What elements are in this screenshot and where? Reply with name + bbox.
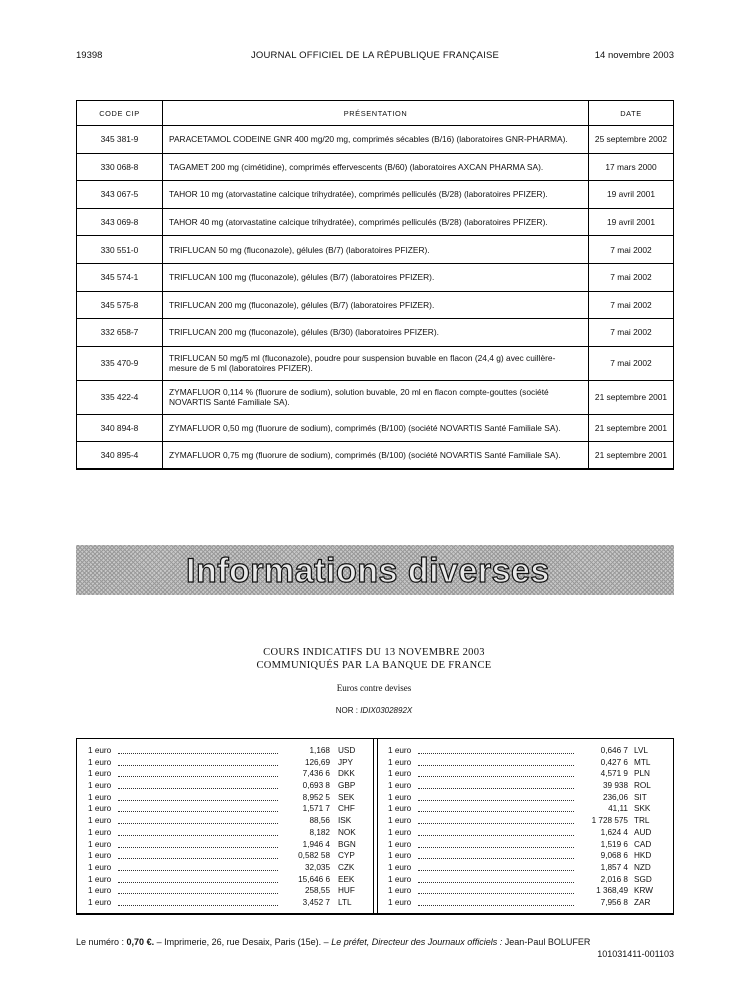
cours-line-1: COURS INDICATIFS DU 13 NOVEMBRE 2003	[263, 647, 485, 658]
rate-row	[88, 839, 368, 851]
dot-leader	[418, 835, 574, 836]
cell-presentation: TRIFLUCAN 200 mg (fluconazole), gélules (B/7) (laboratoires PFIZER).	[163, 291, 589, 319]
cell-presentation: TRIFLUCAN 100 mg (fluconazole), gélules (B/7) (laboratoires PFIZER).	[163, 263, 589, 291]
currency-code: BGN	[338, 839, 356, 849]
nor-label: NOR :	[335, 706, 358, 715]
rate-value: 7,436 6	[302, 769, 330, 779]
currency-code: AUD	[634, 827, 652, 837]
currency-code: ZAR	[634, 897, 651, 907]
dot-leader	[118, 847, 278, 848]
rate-label: 1 euro	[88, 897, 112, 907]
rate-row	[388, 862, 668, 874]
currency-code: SGD	[634, 874, 652, 884]
dot-leader	[418, 765, 574, 766]
rate-label: 1 euro	[88, 792, 112, 802]
rate-value: 7,956 8	[600, 897, 628, 907]
table-row	[77, 380, 674, 414]
rate-label: 1 euro	[88, 851, 112, 861]
rate-row	[88, 745, 368, 757]
rate-row	[388, 874, 668, 886]
rate-label: 1 euro	[88, 816, 112, 826]
rate-row	[88, 850, 368, 862]
rate-row	[388, 780, 668, 792]
currency-code: ROL	[634, 781, 651, 791]
rate-row	[388, 815, 668, 827]
rate-label: 1 euro	[388, 839, 412, 849]
rate-row	[388, 768, 668, 780]
page-header	[76, 50, 674, 64]
currency-code: LVL	[634, 746, 648, 755]
footer-prefet: Le préfet, Directeur des Journaux officiels :	[331, 937, 503, 947]
dot-leader	[118, 776, 278, 777]
rate-row	[88, 874, 368, 886]
nor-value: IDIX0302892X	[360, 706, 413, 715]
rate-value: 3,452 7	[302, 897, 330, 907]
cours-subtitle: Euros contre devises	[336, 683, 412, 693]
rate-label: 1 euro	[388, 886, 412, 896]
rate-value: 32,035	[304, 862, 330, 872]
rate-value: 1,168	[309, 746, 330, 755]
rate-label: 1 euro	[388, 874, 412, 884]
rate-row	[388, 850, 668, 862]
rate-label: 1 euro	[88, 757, 112, 767]
rate-label: 1 euro	[88, 886, 112, 896]
rate-row	[388, 839, 668, 851]
table-row	[77, 181, 674, 209]
cell-presentation: TAHOR 10 mg (atorvastatine calcique trihydratée), comprimés pelliculés (B/28) (laboratoires PFIZER).	[163, 181, 589, 209]
cell-code: 332 658-7	[77, 319, 163, 347]
rate-row	[388, 803, 668, 815]
dot-leader	[418, 788, 574, 789]
col-header-presentation: PRÉSENTATION	[163, 101, 589, 126]
cell-code: 345 575-8	[77, 291, 163, 319]
rate-value: 4,571 9	[600, 769, 628, 779]
rate-value: 1,624 4	[600, 827, 628, 837]
table-row	[77, 291, 674, 319]
cell-presentation: TAGAMET 200 mg (cimétidine), comprimés effervescents (B/60) (laboratoires AXCAN PHARMA SA).	[163, 153, 589, 181]
rate-value: 1,571 7	[302, 804, 330, 814]
dot-leader	[418, 811, 574, 812]
rate-label: 1 euro	[88, 746, 112, 755]
rate-row	[388, 897, 668, 909]
cell-code: 345 574-1	[77, 263, 163, 291]
cell-presentation: PARACETAMOL CODEINE GNR 400 mg/20 mg, comprimés sécables (B/16) (laboratoires GNR-PHARMA).	[163, 126, 589, 154]
currency-code: ISK	[338, 816, 352, 826]
table-row	[77, 442, 674, 470]
page-footer	[76, 936, 674, 960]
cell-date: 21 septembre 2001	[589, 442, 674, 470]
rate-label: 1 euro	[388, 897, 412, 907]
footer-prefix: Le numéro :	[76, 937, 125, 947]
currency-code: PLN	[634, 769, 650, 779]
cell-date: 7 mai 2002	[589, 236, 674, 264]
dot-leader	[118, 811, 278, 812]
header-date: 14 novembre 2003	[594, 50, 674, 61]
col-header-code: CODE CIP	[77, 101, 163, 126]
rate-row	[88, 780, 368, 792]
cell-date: 17 mars 2000	[589, 153, 674, 181]
rate-value: 1 728 575	[591, 816, 628, 826]
dot-leader	[118, 858, 278, 859]
dot-leader	[418, 882, 574, 883]
currency-code: EEK	[338, 874, 355, 884]
page-number: 19398	[76, 50, 103, 61]
currency-code: GBP	[338, 781, 356, 791]
dot-leader	[118, 753, 278, 754]
cell-date: 7 mai 2002	[589, 319, 674, 347]
cell-date: 25 septembre 2002	[589, 126, 674, 154]
rate-value: 8,952 5	[302, 792, 330, 802]
currency-code: HUF	[338, 886, 355, 896]
cell-presentation: TRIFLUCAN 50 mg/5 ml (fluconazole), poudre pour suspension buvable en flacon (24,4 g) avec cuillère-mesure de 5 ml (laboratoires PFIZER).	[163, 346, 589, 380]
rate-value: 0,693 8	[302, 781, 330, 791]
rate-row	[388, 757, 668, 769]
dot-leader	[118, 800, 278, 801]
rate-value: 126,69	[304, 757, 330, 767]
cell-presentation: TAHOR 40 mg (atorvastatine calcique trihydratée), comprimés pelliculés (B/28) (laboratoires PFIZER).	[163, 208, 589, 236]
rate-label: 1 euro	[388, 792, 412, 802]
footer-line	[76, 936, 674, 948]
rate-row	[88, 885, 368, 897]
rate-row	[88, 768, 368, 780]
rate-label: 1 euro	[88, 804, 112, 814]
dot-leader	[418, 858, 574, 859]
rate-label: 1 euro	[88, 769, 112, 779]
cell-presentation: TRIFLUCAN 50 mg (fluconazole), gélules (B/7) (laboratoires PFIZER).	[163, 236, 589, 264]
cours-heading	[0, 646, 748, 672]
dot-leader	[418, 800, 574, 801]
cell-date: 19 avril 2001	[589, 208, 674, 236]
rate-label: 1 euro	[388, 804, 412, 814]
rate-value: 1,946 4	[302, 839, 330, 849]
rate-value: 258,55	[304, 886, 330, 896]
rate-label: 1 euro	[88, 874, 112, 884]
table-row	[77, 126, 674, 154]
cell-code: 335 470-9	[77, 346, 163, 380]
currency-code: CHF	[338, 804, 355, 814]
specialites-table	[76, 100, 674, 470]
dot-leader	[418, 893, 574, 894]
rate-label: 1 euro	[88, 781, 112, 791]
currency-code: KRW	[634, 886, 653, 896]
col-header-date: DATE	[589, 101, 674, 126]
rate-row	[388, 885, 668, 897]
rate-value: 1,857 4	[600, 862, 628, 872]
dot-leader	[418, 870, 574, 871]
cell-code: 345 381-9	[77, 126, 163, 154]
dot-leader	[118, 905, 278, 906]
rate-value: 88,56	[309, 816, 330, 826]
cours-line-2: COMMUNIQUÉS PAR LA BANQUE DE FRANCE	[256, 660, 492, 671]
exchange-rates-table	[76, 738, 674, 915]
cell-presentation: TRIFLUCAN 200 mg (fluconazole), gélules (B/30) (laboratoires PFIZER).	[163, 319, 589, 347]
dot-leader	[118, 870, 278, 871]
rates-right-column	[388, 745, 668, 909]
cell-date: 7 mai 2002	[589, 346, 674, 380]
rate-label: 1 euro	[88, 839, 112, 849]
rate-row	[88, 792, 368, 804]
banner-title: Informations diverses	[186, 552, 550, 590]
rate-value: 1,519 6	[600, 839, 628, 849]
rate-value: 9,068 6	[600, 851, 628, 861]
dot-leader	[418, 905, 574, 906]
dot-leader	[118, 893, 278, 894]
rate-value: 0,427 6	[600, 757, 628, 767]
cell-code: 330 551-0	[77, 236, 163, 264]
rate-value: 2,016 8	[600, 874, 628, 884]
cell-code: 340 894-8	[77, 414, 163, 442]
rate-row	[88, 815, 368, 827]
rate-value: 8,182	[309, 827, 330, 837]
rate-label: 1 euro	[388, 781, 412, 791]
column-divider	[373, 739, 378, 913]
rate-row	[88, 757, 368, 769]
cell-date: 21 septembre 2001	[589, 380, 674, 414]
footer-name: Jean-Paul BOLUFER	[504, 937, 591, 947]
table-row	[77, 236, 674, 264]
table-row	[77, 153, 674, 181]
rate-value: 236,06	[602, 792, 628, 802]
cell-code: 330 068-8	[77, 153, 163, 181]
cell-code: 343 069-8	[77, 208, 163, 236]
currency-code: SKK	[634, 804, 651, 814]
dot-leader	[418, 776, 574, 777]
dot-leader	[418, 823, 574, 824]
cell-code: 343 067-5	[77, 181, 163, 209]
rate-value: 1 368,49	[596, 886, 628, 896]
currency-code: NOK	[338, 827, 356, 837]
currency-code: SEK	[338, 792, 355, 802]
rate-row	[388, 792, 668, 804]
currency-code: CAD	[634, 839, 652, 849]
rate-row	[88, 803, 368, 815]
footer-code: 101031411-001103	[597, 949, 674, 959]
dot-leader	[118, 835, 278, 836]
currency-code: USD	[338, 746, 356, 755]
table-row	[77, 208, 674, 236]
rate-value: 41,11	[608, 804, 628, 814]
rate-label: 1 euro	[388, 827, 412, 837]
currency-code: CYP	[338, 851, 355, 861]
table-row	[77, 263, 674, 291]
rate-label: 1 euro	[388, 862, 412, 872]
dot-leader	[118, 765, 278, 766]
rate-label: 1 euro	[388, 757, 412, 767]
cell-code: 340 895-4	[77, 442, 163, 470]
rate-value: 0,646 7	[600, 746, 628, 755]
nor-reference	[0, 706, 748, 715]
rate-row	[388, 745, 668, 757]
rate-label: 1 euro	[88, 862, 112, 872]
currency-code: MTL	[634, 757, 651, 767]
currency-code: LTL	[338, 897, 352, 907]
currency-code: SIT	[634, 792, 647, 802]
rate-label: 1 euro	[388, 816, 412, 826]
currency-code: TRL	[634, 816, 650, 826]
footer-price: 0,70 €.	[126, 937, 155, 947]
currency-code: CZK	[338, 862, 355, 872]
rate-row	[88, 897, 368, 909]
rate-label: 1 euro	[88, 827, 112, 837]
rate-value: 39 938	[602, 781, 628, 791]
cell-date: 21 septembre 2001	[589, 414, 674, 442]
dot-leader	[118, 823, 278, 824]
rate-row	[88, 827, 368, 839]
rate-row	[388, 827, 668, 839]
dot-leader	[118, 882, 278, 883]
cell-presentation: ZYMAFLUOR 0,114 % (fluorure de sodium), solution buvable, 20 ml en flacon compte-gouttes (société NOVARTIS Santé Familiale SA).	[163, 380, 589, 414]
rate-label: 1 euro	[388, 746, 412, 755]
currency-code: HKD	[634, 851, 652, 861]
dot-leader	[418, 847, 574, 848]
table-row	[77, 346, 674, 380]
cell-presentation: ZYMAFLUOR 0,75 mg (fluorure de sodium), comprimés (B/100) (société NOVARTIS Santé Familiale SA).	[163, 442, 589, 470]
cell-date: 7 mai 2002	[589, 263, 674, 291]
currency-code: NZD	[634, 862, 651, 872]
cell-code: 335 422-4	[77, 380, 163, 414]
table-row	[77, 414, 674, 442]
rate-label: 1 euro	[388, 851, 412, 861]
currency-code: DKK	[338, 769, 355, 779]
dot-leader	[118, 788, 278, 789]
rates-left-column	[88, 745, 368, 909]
journal-title: JOURNAL OFFICIEL DE LA RÉPUBLIQUE FRANÇAISE	[250, 50, 500, 61]
footer-imprimerie: – Imprimerie, 26, rue Desaix, Paris (15e). –	[156, 937, 329, 947]
cell-date: 7 mai 2002	[589, 291, 674, 319]
rate-row	[88, 862, 368, 874]
cell-presentation: ZYMAFLUOR 0,50 mg (fluorure de sodium), comprimés (B/100) (société NOVARTIS Santé Familiale SA).	[163, 414, 589, 442]
rate-value: 15,646 6	[298, 874, 330, 884]
currency-code: JPY	[338, 757, 354, 767]
table-row	[77, 319, 674, 347]
section-banner	[76, 545, 674, 595]
rate-value: 0,582 58	[298, 851, 330, 861]
cell-date: 19 avril 2001	[589, 181, 674, 209]
rate-label: 1 euro	[388, 769, 412, 779]
dot-leader	[418, 753, 574, 754]
